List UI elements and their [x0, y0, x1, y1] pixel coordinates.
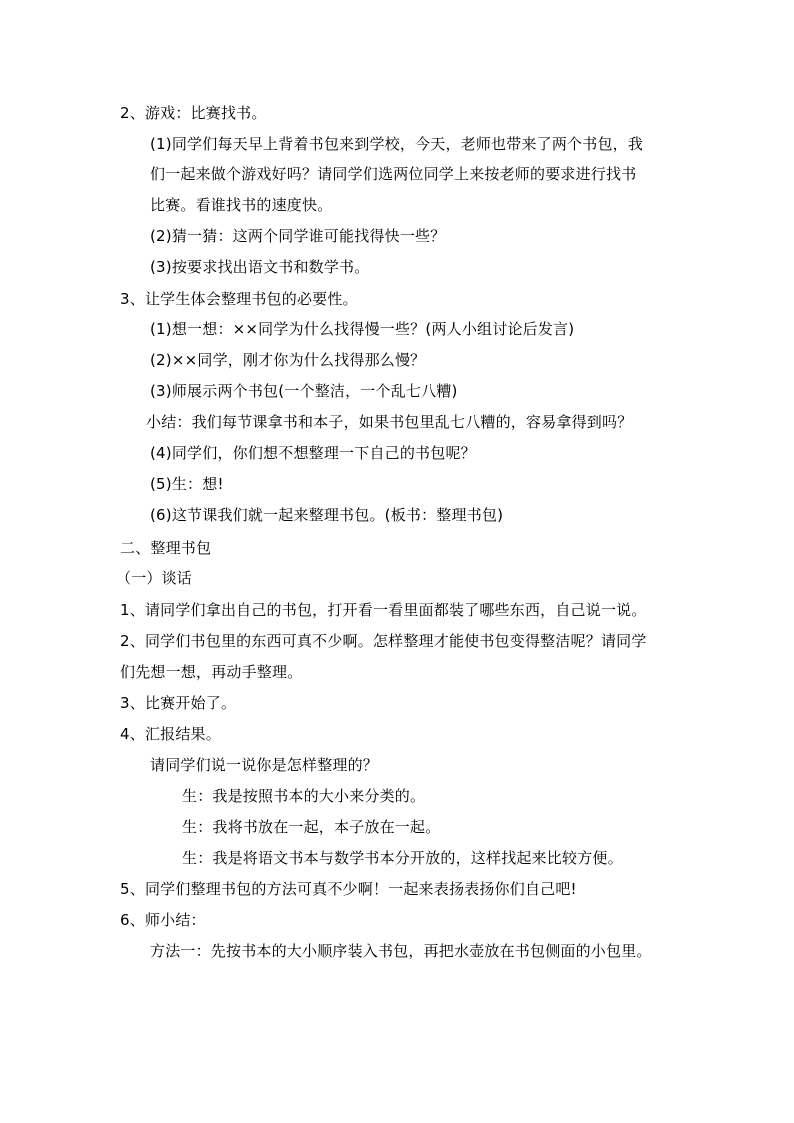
text-line: 方法一：先按书本的大小顺序装入书包，再把水壶放在书包侧面的小包里。: [150, 942, 652, 960]
text-line: (1)想一想：××同学为什么找得慢一些？(两人小组讨论后发言): [150, 320, 575, 338]
text-line: (2)××同学，刚才你为什么找得那么慢？: [150, 351, 426, 369]
text-line: 5、同学们整理书包的方法可真不少啊！一起来表扬表扬你们自己吧!: [120, 880, 577, 898]
text-line: 们一起来做个游戏好吗？请同学们选两位同学上来按老师的要求进行找书: [150, 165, 637, 183]
text-line: (1)同学们每天早上背着书包来到学校，今天，老师也带来了两个书包，我: [150, 135, 644, 153]
text-line: 6、师小结：: [120, 911, 206, 929]
text-line: 3、让学生体会整理书包的必要性。: [120, 290, 358, 308]
text-line: (2)猜一猜：这两个同学谁可能找得快一些？: [150, 227, 446, 245]
text-line: 比赛。看谁找书的速度快。: [150, 196, 333, 214]
text-line: 1、请同学们拿出自己的书包，打开看一看里面都装了哪些东西，自己说一说。: [120, 601, 647, 619]
text-line: 生：我是将语文书本与数学书本分开放的，这样找起来比较方便。: [182, 849, 623, 867]
text-line: (3)按要求找出语文书和数学书。: [150, 258, 370, 276]
text-line: 生：我是按照书本的大小来分类的。: [182, 787, 426, 805]
text-line: 4、汇报结果。: [120, 725, 221, 743]
text-line: 小结：我们每节课拿书和本子，如果书包里乱七八糟的，容易拿得到吗？: [146, 413, 633, 431]
text-line: (3)师展示两个书包(一个整洁，一个乱七八糟): [150, 382, 458, 400]
section-heading: 二、整理书包: [120, 539, 212, 557]
text-line: (5)生：想!: [150, 475, 224, 493]
text-line: 生：我将书放在一起，本子放在一起。: [182, 818, 441, 836]
text-line: 2、同学们书包里的东西可真不少啊。怎样整理才能使书包变得整洁呢？请同学: [120, 632, 647, 650]
subsection-heading: （一）谈话: [116, 569, 193, 587]
text-line: 请同学们说一说你是怎样整理的？: [150, 756, 379, 774]
text-line: 们先想一想，再动手整理。: [120, 663, 303, 681]
text-line: 2、游戏：比赛找书。: [120, 104, 267, 122]
text-line: 3、比赛开始了。: [120, 694, 237, 712]
text-line: (6)这节课我们就一起来整理书包。(板书：整理书包): [150, 506, 504, 524]
text-line: (4)同学们，你们想不想整理一下自己的书包呢？: [150, 444, 476, 462]
